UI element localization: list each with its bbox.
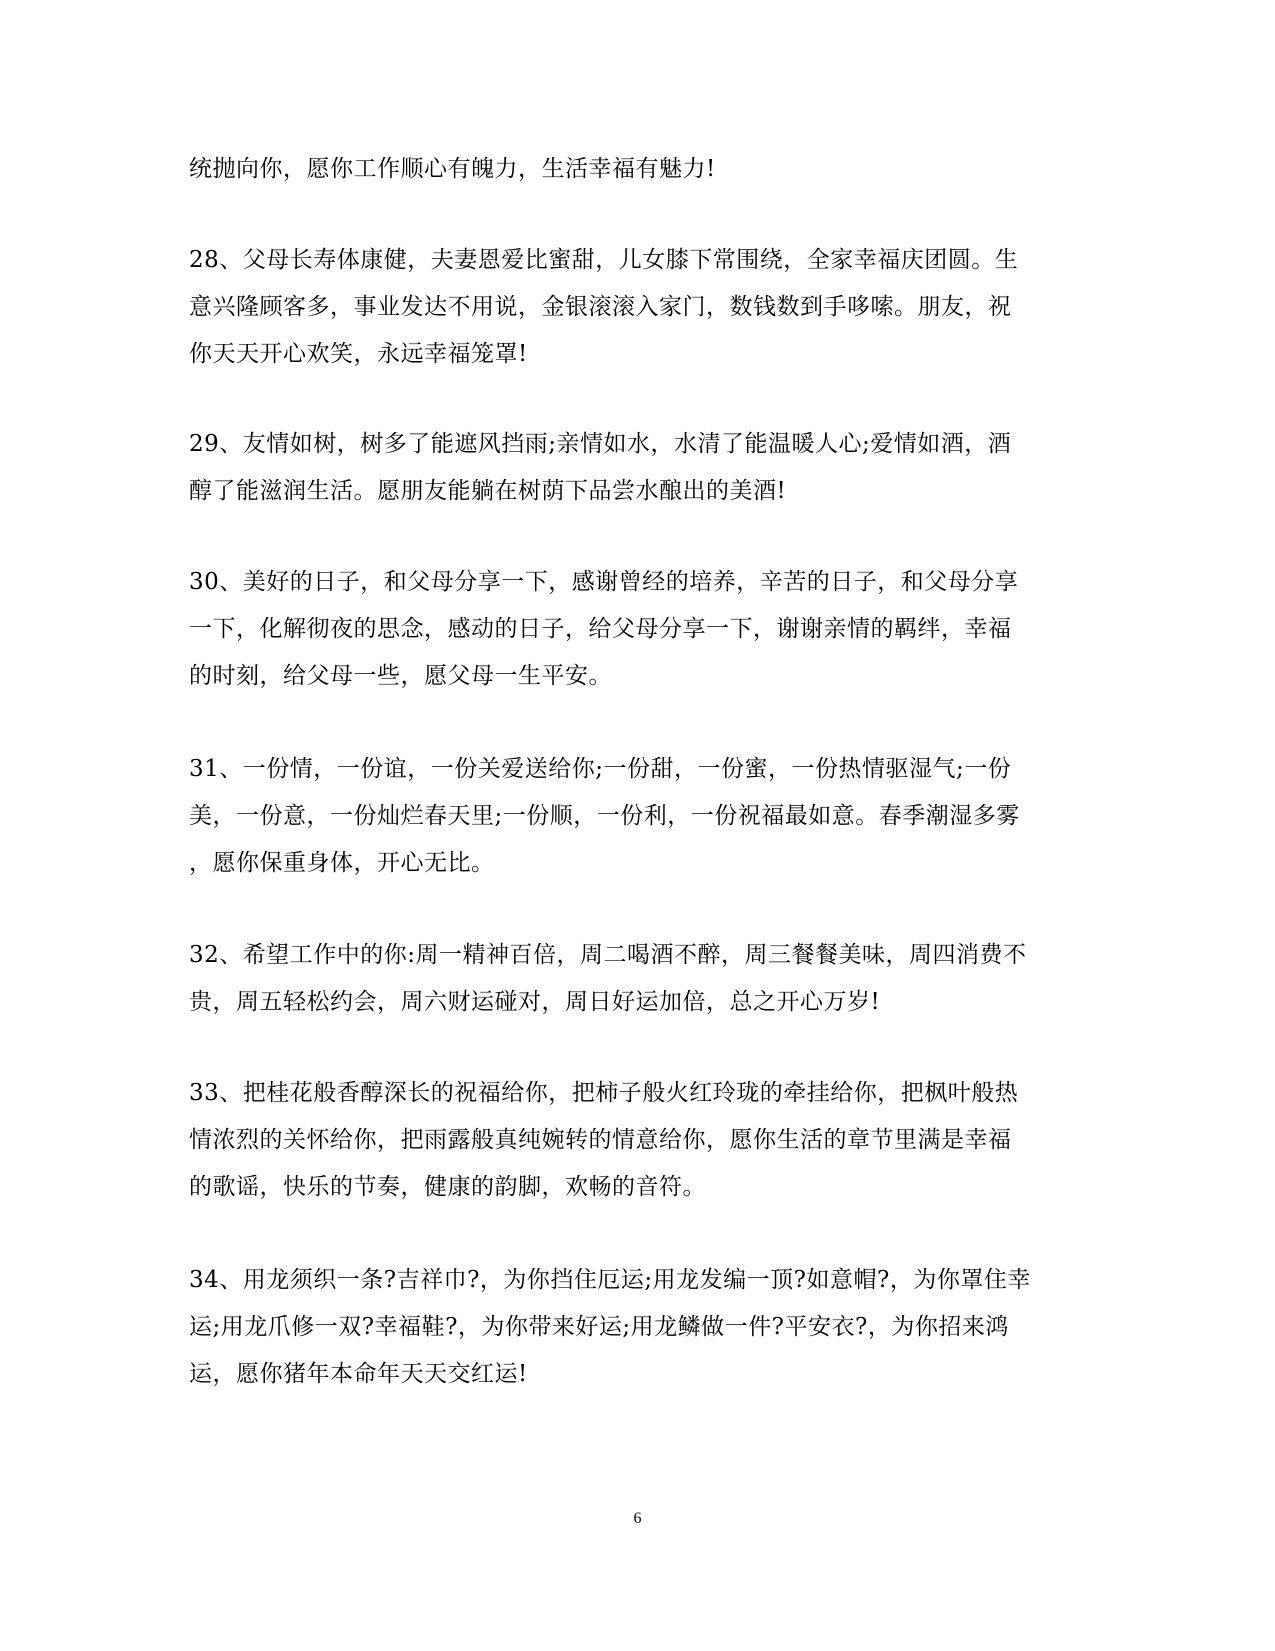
text-line: 醇了能滋润生活。愿朋友能躺在树荫下品尝水酿出的美酒!	[189, 478, 787, 504]
text-line: 一下，化解彻夜的思念，感动的日子，给父母分享一下，谢谢亲情的羁绊，幸福	[189, 616, 1012, 642]
text-line: 30、美好的日子，和父母分享一下，感谢曾经的培养，辛苦的日子，和父母分享	[189, 569, 1019, 595]
text-line: 的歌谣，快乐的节奏，健康的韵脚，欢畅的音符。	[189, 1174, 706, 1200]
paragraph-34	[189, 1257, 1089, 1398]
page-number: 6	[633, 1510, 642, 1527]
text-line: 运;用龙爪修一双?幸福鞋?，为你带来好运;用龙鳞做一件?平安衣?，为你招来鸿	[189, 1314, 1009, 1340]
text-line: 29、友情如树，树多了能遮风挡雨;亲情如水，水清了能温暖人心;爱情如酒，酒	[189, 431, 1012, 457]
text-line: 贵，周五轻松约会，周六财运碰对，周日好运加倍，总之开心万岁!	[189, 989, 881, 1015]
text-line: 你天天开心欢笑，永远幸福笼罩!	[189, 341, 528, 367]
text-line: 意兴隆顾客多，事业发达不用说，金银滚滚入家门，数钱数到手哆嗦。朋友，祝	[189, 294, 1012, 320]
paragraph-32	[189, 932, 1089, 1026]
text-line: 28、父母长寿体康健，夫妻恩爱比蜜甜，儿女膝下常围绕，全家幸福庆团圆。生	[189, 247, 1019, 273]
text-line: 美，一份意，一份灿烂春天里;一份顺，一份利，一份祝福最如意。春季潮湿多雾	[189, 803, 1020, 829]
text-line: 运，愿你猪年本命年天天交红运!	[189, 1361, 528, 1387]
text-line: 34、用龙须织一条?吉祥巾?，为你挡住厄运;用龙发编一顶?如意帽?，为你罩住幸	[189, 1267, 1031, 1293]
text-line: 统抛向你，愿你工作顺心有魄力，生活幸福有魅力!	[189, 156, 716, 182]
text-line: 33、把桂花般香醇深长的祝福给你，把柿子般火红玲珑的牵挂给你，把枫叶般热	[189, 1080, 1019, 1106]
text-line: ，愿你保重身体，开心无比。	[189, 850, 495, 876]
paragraph-31	[189, 746, 1089, 887]
paragraph-28	[189, 237, 1089, 378]
text-line: 32、希望工作中的你:周一精神百倍，周二喝酒不醉，周三餐餐美味，周四消费不	[189, 942, 1027, 968]
paragraph-33	[189, 1070, 1089, 1211]
paragraph-29	[189, 421, 1089, 515]
text-line: 情浓烈的关怀给你，把雨露般真纯婉转的情意给你，愿你生活的章节里满是幸福	[189, 1127, 1012, 1153]
text-line: 的时刻，给父母一些，愿父母一生平安。	[189, 663, 612, 689]
text-line: 31、一份情，一份谊，一份关爱送给你;一份甜，一份蜜，一份热情驱湿气;一份	[189, 756, 1012, 782]
paragraph-30	[189, 559, 1089, 700]
paragraph-continuation	[189, 146, 1089, 193]
